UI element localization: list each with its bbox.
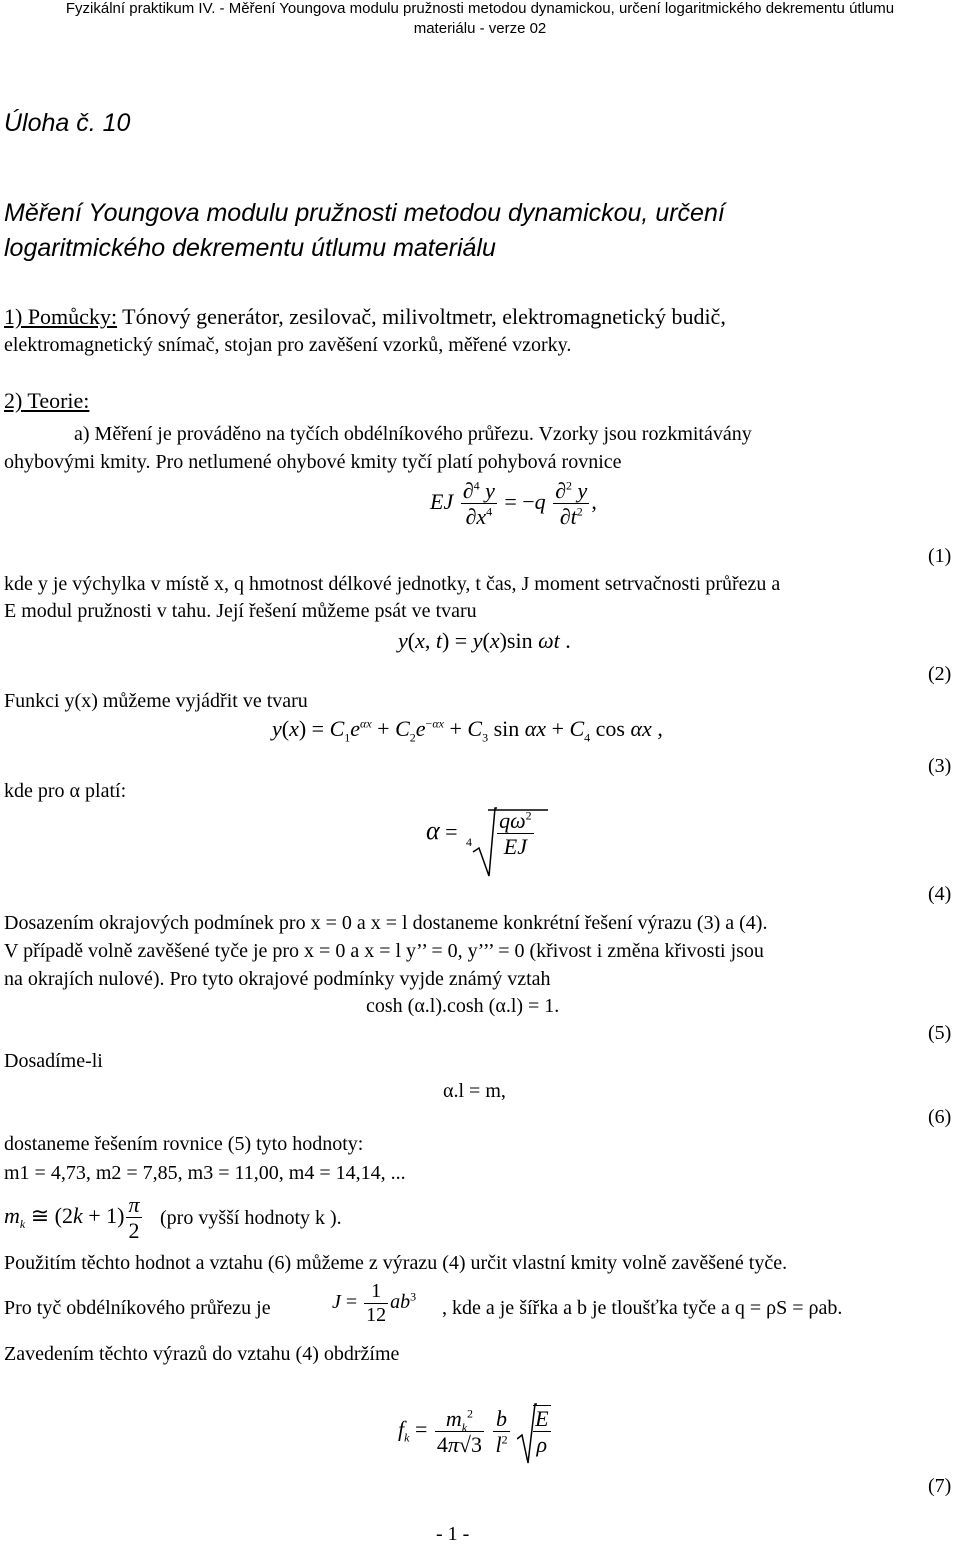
equation-1: EJ $\frac{\partial^4 y}{\partial x^4}$ = −q $\frac{\partial^2 y}{\partial t^2}$ , <box>430 478 597 530</box>
root-overline <box>488 809 548 811</box>
running-header-line-2: materiálu - verze 02 <box>413 20 547 37</box>
equation-number-6: (6) <box>928 1106 952 1128</box>
equation-2: y(x, t) = y(x)sin ωt . <box>398 628 571 653</box>
mk-note: (pro vyšší hodnoty k ). <box>160 1207 342 1229</box>
kde-pro-alpha: kde pro α platí: <box>4 780 127 802</box>
pro-tyc-label: Pro tyč obdélníkového průřezu je <box>4 1297 271 1319</box>
root-sign-icon <box>463 806 497 878</box>
kde-y-line-2: E modul pružnosti v tahu. Její řešení můžeme psát ve tvaru <box>4 600 477 622</box>
teorie-label: 2) Teorie: <box>4 388 90 413</box>
dostaneme-line: dostaneme řešením rovnice (5) tyto hodnoty: <box>4 1133 364 1155</box>
pomucky-text-1: Tónový generátor, zesilovač, milivoltmetr, elektromagnetický budič, <box>117 304 726 329</box>
pomucky-paragraph <box>4 304 726 330</box>
kde-y-line-1: kde y je výchylka v místě x, q hmotnost délkové jednotky, t čas, J moment setrvačnosti průřezu a <box>4 573 781 595</box>
equation-7: $f_k$ = $\frac{m_k^2}{4\pi√3}$ $\frac{b}{l^2}$ $\frac{E}{\rho}$ <box>398 1405 553 1458</box>
teorie-paragraph-line-1: a) Měření je prováděno na tyčích obdélníkového průřezu. Vzorky jsou rozkmitávány <box>74 423 752 445</box>
teorie-paragraph-line-2: ohybovými kmity. Pro netlumené ohybové kmity tyčí platí pohybová rovnice <box>4 451 622 473</box>
dosazenim-line-1: Dosazením okrajových podmínek pro x = 0 a x = l dostaneme konkrétní řešení výrazu (3) a (4). <box>4 912 768 934</box>
teorie-heading <box>4 388 89 414</box>
pro-tyc-rest: , kde a je šířka a b je tloušťka tyče a q = ρS = ρab. <box>442 1297 843 1319</box>
dosazenim-line-3: na okrajích nulové). Pro tyto okrajové podmínky vyjde známý vztah <box>4 968 551 990</box>
task-title: Úloha č. 10 <box>4 109 131 137</box>
moment-formula: J = $\frac{1}{12}$ $ab^3$ <box>332 1280 417 1326</box>
zavedenim-line: Zavedením těchto výrazů do vztahu (4) obdržíme <box>4 1343 400 1365</box>
equation-6: α.l = m, <box>443 1080 506 1102</box>
equation-number-4: (4) <box>928 883 952 905</box>
running-header-line-1: Fyzikální praktikum IV. - Měření Youngova modulu pružnosti metodou dynamickou, určení logaritmického dekrementu útlumu <box>65 0 895 17</box>
equation-number-1: (1) <box>928 545 952 567</box>
main-title-line-1: Měření Youngova modulu pružnosti metodou dynamickou, určení <box>4 199 725 227</box>
dosadime-li: Dosadíme-li <box>4 1050 103 1072</box>
pomucky-label: 1) Pomůcky: <box>4 304 118 329</box>
equation-number-7: (7) <box>928 1475 952 1497</box>
equation-3: $y(x) = C_1e^{\alpha x} + C_2e^{-\alpha x} + C_3$ $\sin \alpha x + C_4$ cos αx , <box>272 716 663 745</box>
pouzitim-line: Použitím těchto hodnot a vztahu (6) můžeme z výrazu (4) určit vlastní kmity volně zavěšené tyče. <box>4 1252 788 1274</box>
main-title-line-2: logaritmického dekrementu útlumu materiálu <box>4 234 496 262</box>
pomucky-text-2: elektromagnetický snímač, stojan pro zavěšení vzorků, měřené vzorky. <box>4 334 572 356</box>
page-number: - 1 - <box>436 1523 470 1545</box>
equation-number-5: (5) <box>928 1022 952 1044</box>
equation-number-3: (3) <box>928 755 952 777</box>
mk-formula: $m_k$ ≅ (2k + 1) $\frac{\pi}{2}$ <box>4 1192 140 1244</box>
dosazenim-line-2: V případě volně zavěšené tyče je pro x = 0 a x = l y’’ = 0, y’’’ = 0 (křivost i změna křivosti jsou <box>4 940 764 962</box>
equation-5: cosh (α.l).cosh (α.l) = 1. <box>366 995 560 1017</box>
m-values-line: m1 = 4,73, m2 = 7,85, m3 = 11,00, m4 = 14,14, ... <box>4 1162 406 1184</box>
svg-text:4: 4 <box>466 835 473 849</box>
funkci-line: Funkci y(x) můžeme vyjádřit ve tvaru <box>4 690 308 712</box>
sqrt-sign-icon <box>517 1403 537 1465</box>
equation-number-2: (2) <box>928 663 952 685</box>
equation-4: α = 4 $\frac{q\omega^2}{EJ}$ <box>426 808 536 860</box>
